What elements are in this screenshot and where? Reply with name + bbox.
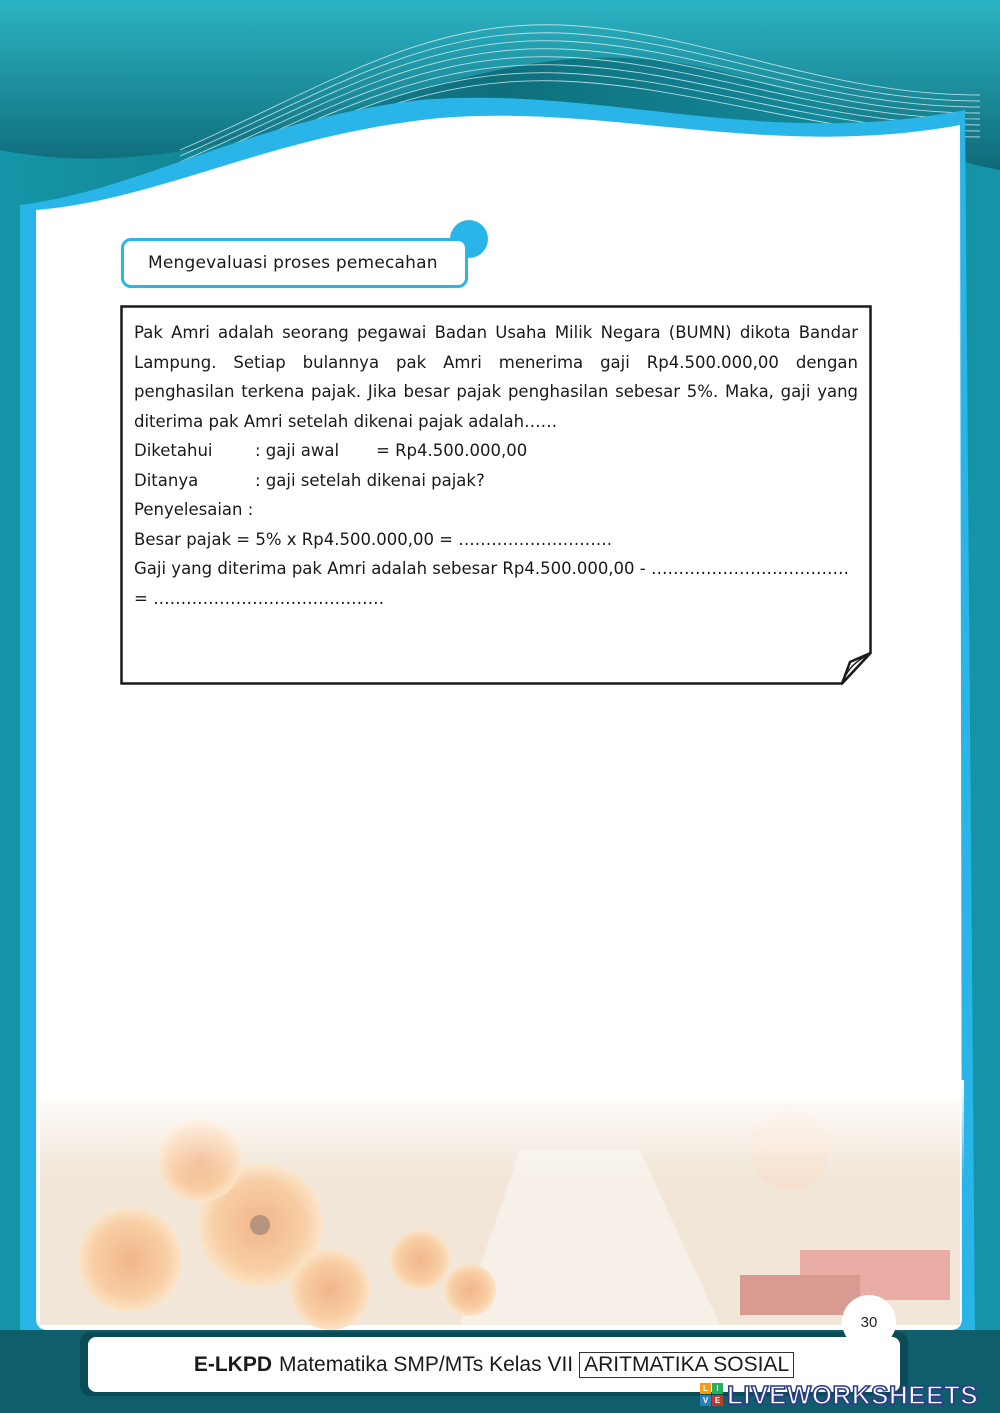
known-label: Diketahui	[134, 441, 213, 460]
asked-value: : gaji setelah dikenai pajak?	[255, 470, 485, 490]
asked-row	[134, 466, 858, 496]
solution-label: Penyelesaian :	[134, 500, 254, 519]
solution-step-2: Gaji yang diterima pak Amri adalah sebesar Rp4.500.000,00 - ………………………………	[134, 559, 849, 578]
known-value: = Rp4.500.000,00	[376, 441, 528, 460]
solution-step-3: = ……………………………………	[134, 588, 385, 608]
page-number-text: 30	[860, 1313, 878, 1331]
liveworksheets-watermark	[700, 1380, 996, 1410]
footer-subject: Matematika SMP/MTs Kelas VII	[279, 1352, 574, 1376]
section-tab	[121, 238, 468, 288]
solution-step-1: Besar pajak = 5% x Rp4.500.000,00 = ……………………….	[134, 529, 613, 549]
footer-brand: E-LKPD	[193, 1352, 273, 1376]
problem-paragraph: Pak Amri adalah seorang pegawai Badan Usaha Milik Negara (BUMN) dikota Bandar Lampung. Setiap bulannya pak Amri menerima gaji Rp4.500.000,00 dengan penghasilan terkena pajak. Jika besar pajak penghasilan sebesar 5%. Maka, gaji yang diterima pak Amri setelah dikenai pajak adalah……	[134, 323, 858, 431]
section-title: Mengevaluasi proses pemecahan	[148, 253, 438, 273]
known-row	[134, 436, 858, 466]
problem-text	[134, 318, 858, 613]
liveworksheets-logo-icon: L I V E	[700, 1383, 724, 1407]
footer-topic: ARITMATIKA SOSIAL	[579, 1352, 794, 1378]
liveworksheets-text: LIVEWORKSHEETS	[727, 1379, 979, 1410]
known-colon-label: : gaji awal	[255, 441, 340, 460]
asked-label: Ditanya	[134, 470, 199, 490]
